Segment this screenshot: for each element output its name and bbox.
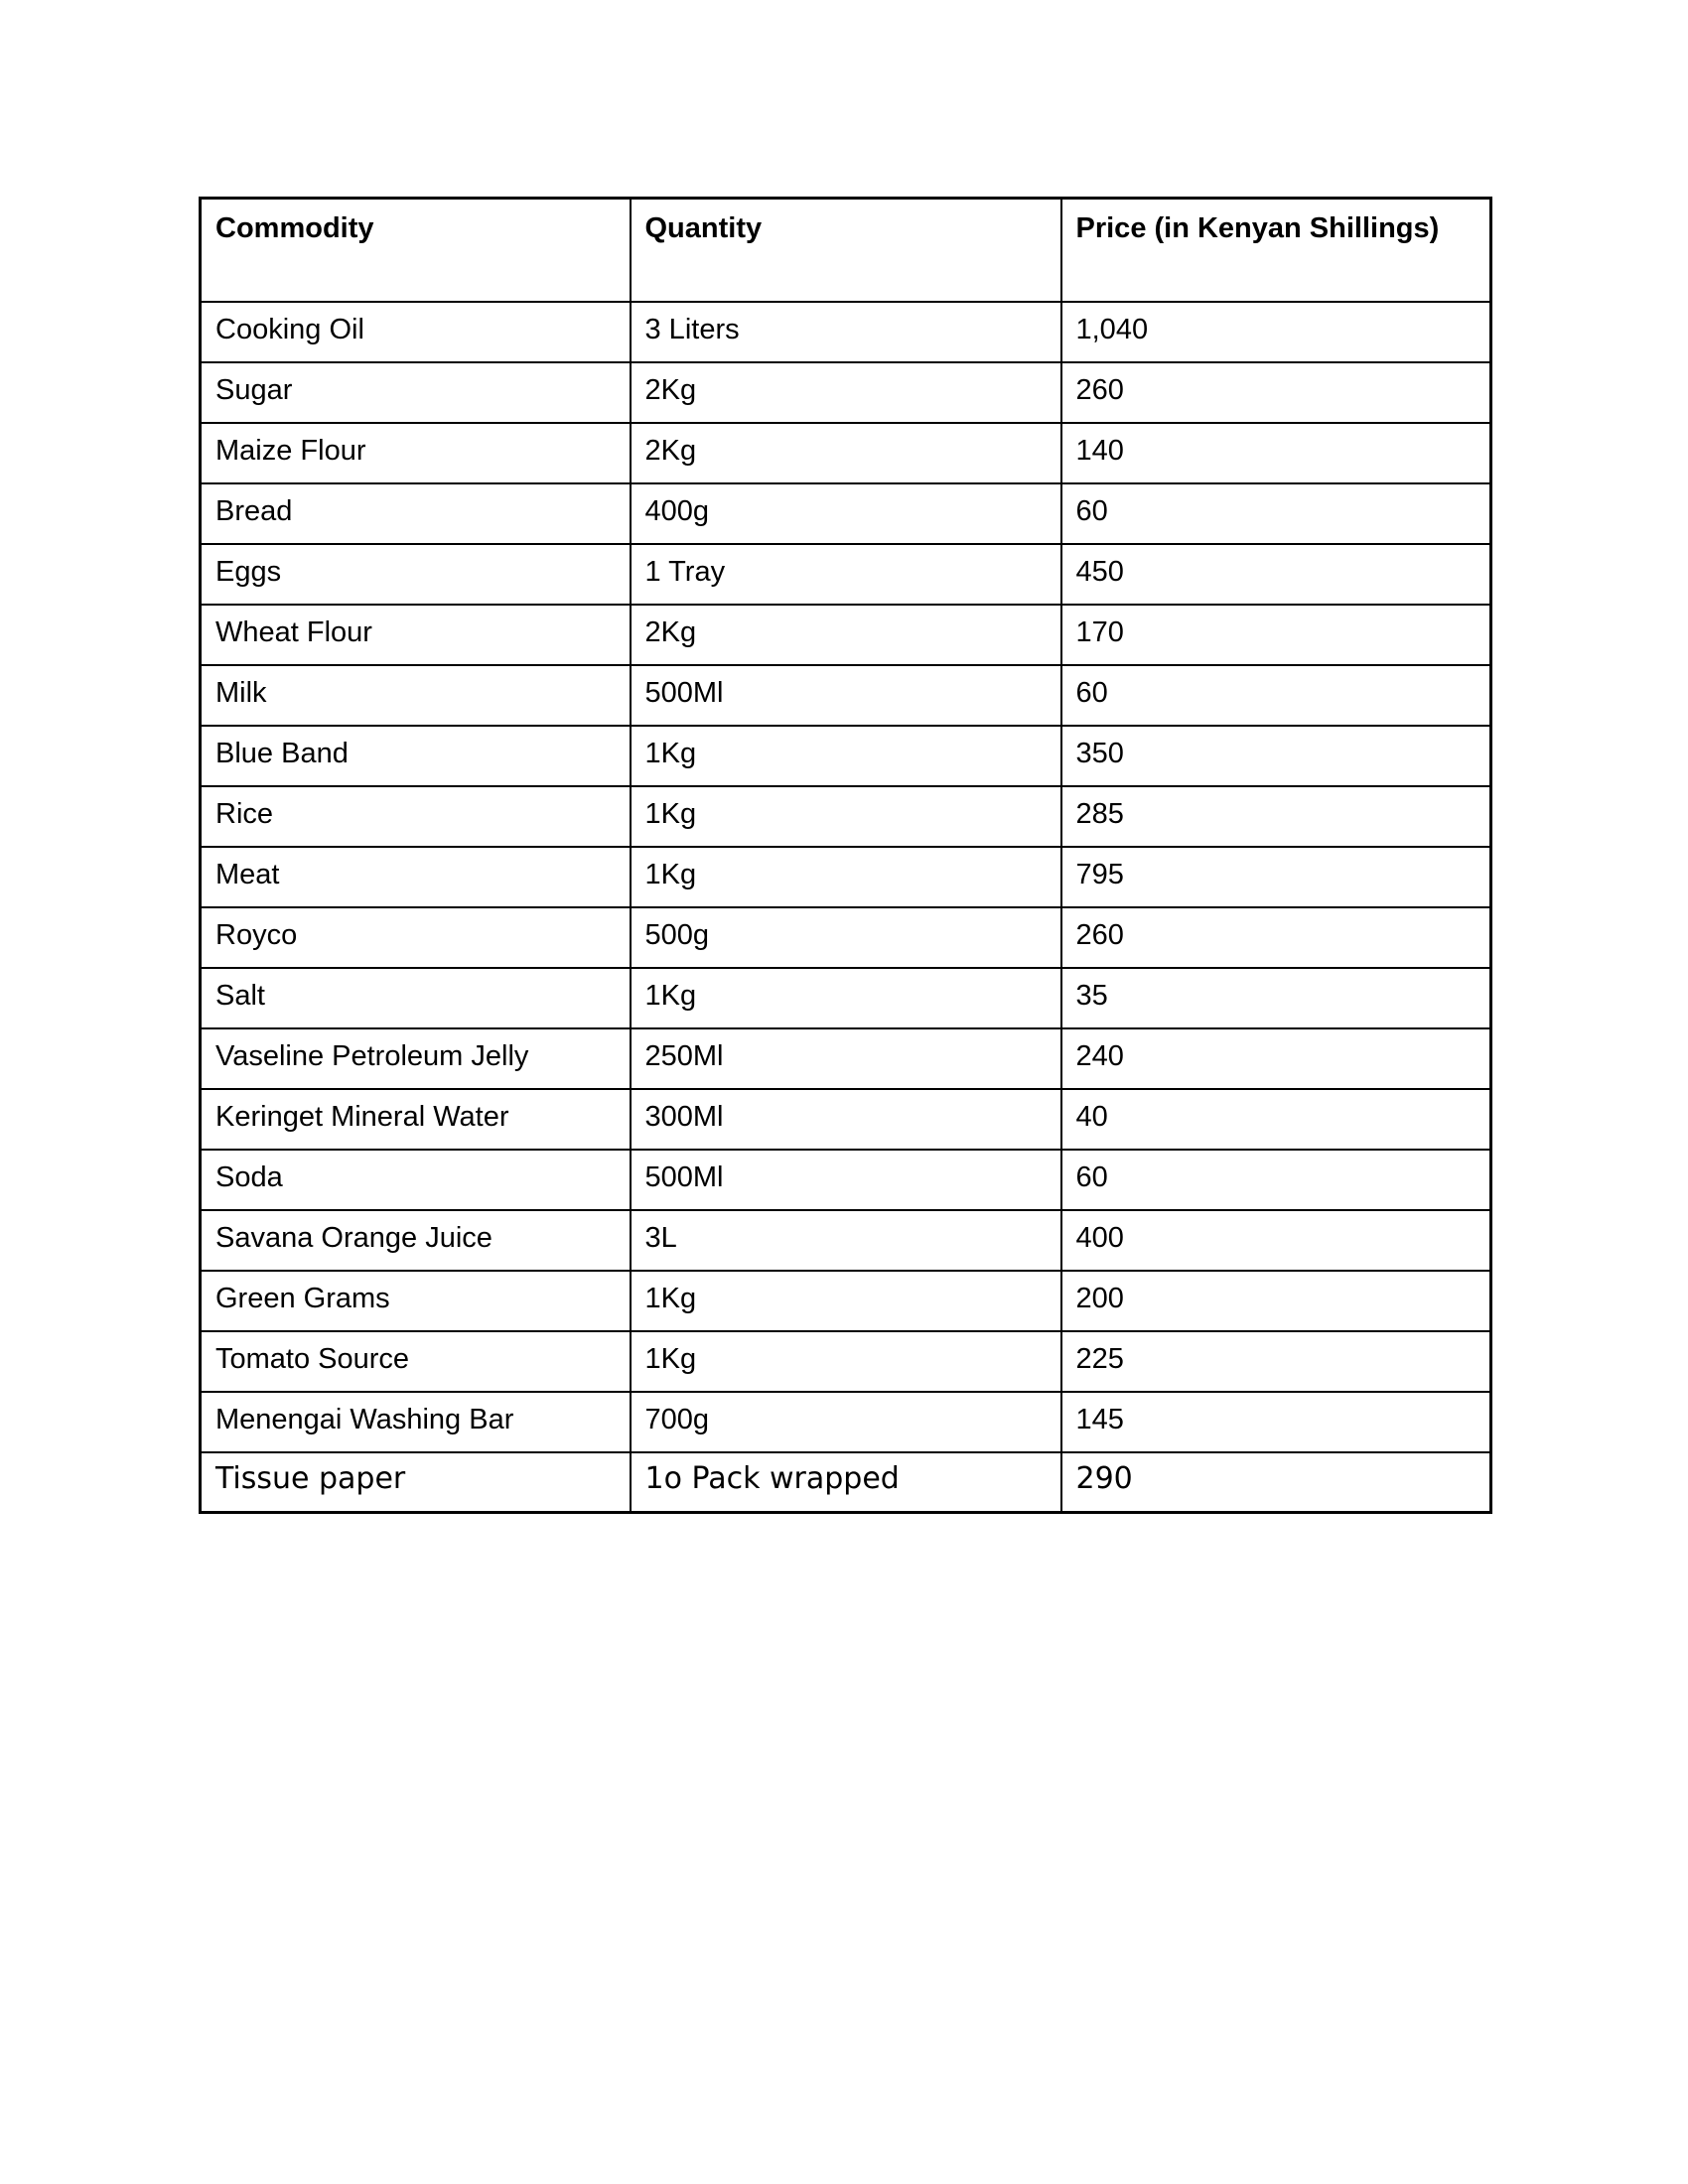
price-cell: 285 <box>1061 786 1491 847</box>
price-cell: 290 <box>1061 1452 1491 1513</box>
commodity-cell: Menengai Washing Bar <box>201 1392 631 1452</box>
quantity-cell: 1Kg <box>631 786 1061 847</box>
price-cell: 200 <box>1061 1271 1491 1331</box>
commodity-cell: Maize Flour <box>201 423 631 483</box>
column-header-price: Price (in Kenyan Shillings) <box>1061 199 1491 302</box>
commodity-cell: Wheat Flour <box>201 605 631 665</box>
price-cell: 60 <box>1061 483 1491 544</box>
price-cell: 35 <box>1061 968 1491 1028</box>
price-cell: 60 <box>1061 1150 1491 1210</box>
quantity-cell: 500g <box>631 907 1061 968</box>
table-row <box>201 907 1491 968</box>
table-body <box>201 302 1491 1513</box>
quantity-cell: 500Ml <box>631 665 1061 726</box>
table-row <box>201 786 1491 847</box>
commodity-price-table <box>199 197 1492 1514</box>
table-row <box>201 605 1491 665</box>
quantity-cell: 1Kg <box>631 1331 1061 1392</box>
commodity-cell: Tomato Source <box>201 1331 631 1392</box>
quantity-cell: 1Kg <box>631 968 1061 1028</box>
table-row <box>201 483 1491 544</box>
price-cell: 350 <box>1061 726 1491 786</box>
commodity-cell: Vaseline Petroleum Jelly <box>201 1028 631 1089</box>
commodity-cell: Keringet Mineral Water <box>201 1089 631 1150</box>
table-row <box>201 847 1491 907</box>
commodity-cell: Meat <box>201 847 631 907</box>
commodity-cell: Eggs <box>201 544 631 605</box>
quantity-cell: 1 Tray <box>631 544 1061 605</box>
column-header-quantity: Quantity <box>631 199 1061 302</box>
table-row <box>201 1150 1491 1210</box>
price-cell: 170 <box>1061 605 1491 665</box>
commodity-cell: Royco <box>201 907 631 968</box>
commodity-cell: Soda <box>201 1150 631 1210</box>
quantity-cell: 1Kg <box>631 847 1061 907</box>
table-row <box>201 423 1491 483</box>
commodity-cell: Sugar <box>201 362 631 423</box>
table-row <box>201 665 1491 726</box>
price-cell: 60 <box>1061 665 1491 726</box>
price-cell: 145 <box>1061 1392 1491 1452</box>
price-cell: 1,040 <box>1061 302 1491 362</box>
table-row <box>201 1392 1491 1452</box>
table-row <box>201 1271 1491 1331</box>
price-cell: 240 <box>1061 1028 1491 1089</box>
price-cell: 795 <box>1061 847 1491 907</box>
quantity-cell: 1Kg <box>631 726 1061 786</box>
commodity-cell: Salt <box>201 968 631 1028</box>
table-row <box>201 362 1491 423</box>
price-cell: 400 <box>1061 1210 1491 1271</box>
commodity-cell: Bread <box>201 483 631 544</box>
commodity-cell: Milk <box>201 665 631 726</box>
quantity-cell: 2Kg <box>631 423 1061 483</box>
table-row <box>201 1089 1491 1150</box>
table-row <box>201 302 1491 362</box>
quantity-cell: 3 Liters <box>631 302 1061 362</box>
commodity-cell: Blue Band <box>201 726 631 786</box>
quantity-cell: 250Ml <box>631 1028 1061 1089</box>
price-cell: 225 <box>1061 1331 1491 1392</box>
quantity-cell: 2Kg <box>631 605 1061 665</box>
quantity-cell: 3L <box>631 1210 1061 1271</box>
table-row <box>201 1210 1491 1271</box>
quantity-cell: 1Kg <box>631 1271 1061 1331</box>
price-cell: 260 <box>1061 907 1491 968</box>
quantity-cell: 400g <box>631 483 1061 544</box>
commodity-cell: Rice <box>201 786 631 847</box>
commodity-cell: Tissue paper <box>201 1452 631 1513</box>
table-row <box>201 544 1491 605</box>
commodity-cell: Cooking Oil <box>201 302 631 362</box>
table-row <box>201 726 1491 786</box>
price-cell: 140 <box>1061 423 1491 483</box>
table-row <box>201 1331 1491 1392</box>
column-header-commodity: Commodity <box>201 199 631 302</box>
table-header-row <box>201 199 1491 302</box>
price-cell: 40 <box>1061 1089 1491 1150</box>
quantity-cell: 500Ml <box>631 1150 1061 1210</box>
quantity-cell: 700g <box>631 1392 1061 1452</box>
quantity-cell: 2Kg <box>631 362 1061 423</box>
quantity-cell: 1o Pack wrapped <box>631 1452 1061 1513</box>
quantity-cell: 300Ml <box>631 1089 1061 1150</box>
commodity-cell: Savana Orange Juice <box>201 1210 631 1271</box>
table-row <box>201 1028 1491 1089</box>
table-row <box>201 968 1491 1028</box>
table-row <box>201 1452 1491 1513</box>
commodity-cell: Green Grams <box>201 1271 631 1331</box>
price-cell: 450 <box>1061 544 1491 605</box>
price-cell: 260 <box>1061 362 1491 423</box>
